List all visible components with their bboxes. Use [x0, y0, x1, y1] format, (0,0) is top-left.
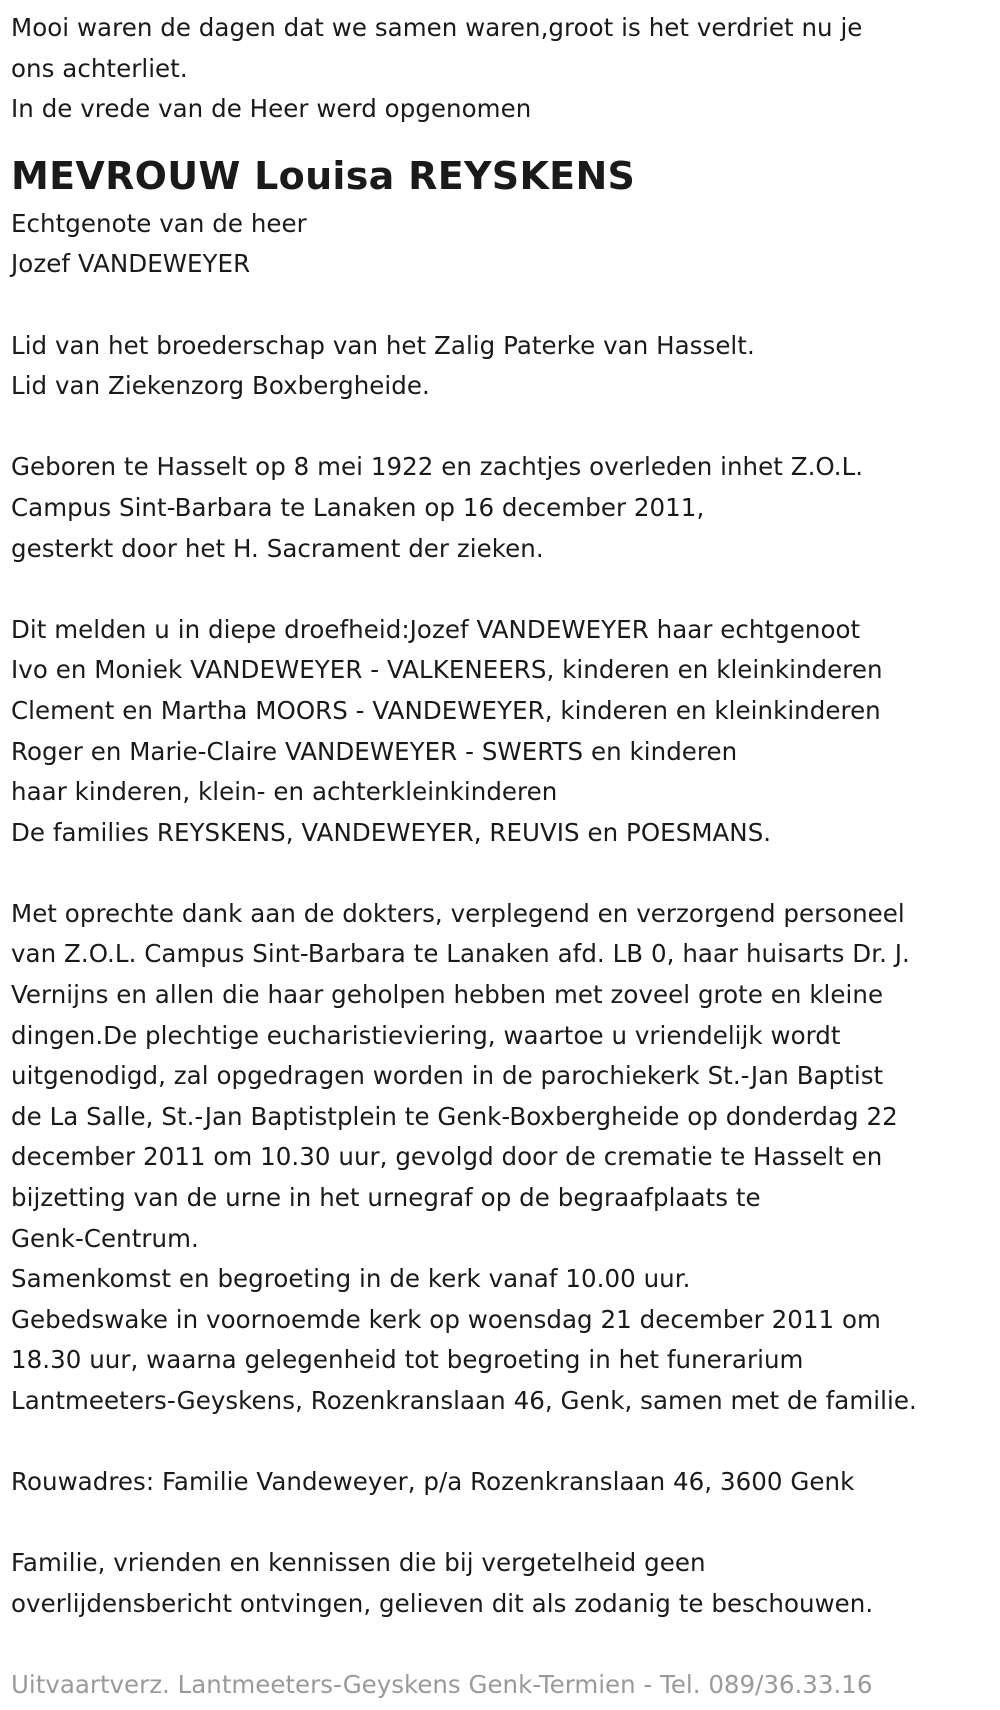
ceremony-line: Met oprechte dank aan de dokters, verplegend en verzorgend personeel [11, 898, 905, 928]
ceremony-line: Vernijns en allen die haar geholpen hebben met zoveel grote en kleine [11, 980, 884, 1010]
family-line: Clement en Martha MOORS - VANDEWEYER, kinderen en kleinkinderen [11, 695, 881, 725]
spouse-line: Jozef VANDEWEYER [11, 249, 251, 279]
deceased-name: MEVROUW Louisa REYSKENS [11, 153, 636, 198]
mourning-address: Rouwadres: Familie Vandeweyer, p/a Rozenkranslaan 46, 3600 Genk [11, 1467, 855, 1497]
ceremony-line: december 2011 om 10.30 uur, gevolgd door de crematie te Hasselt en [11, 1142, 883, 1172]
membership-line: Lid van het broederschap van het Zalig Paterke van Hasselt. [11, 330, 755, 360]
funeral-home-footer: Uitvaartverz. Lantmeeters-Geyskens Genk-Termien - Tel. 089/36.33.16 [11, 1670, 873, 1699]
family-line: De families REYSKENS, VANDEWEYER, REUVIS en POESMANS. [11, 817, 772, 847]
ceremony-line: Genk-Centrum. [11, 1223, 199, 1253]
family-line: haar kinderen, klein- en achterkleinkinderen [11, 777, 558, 807]
ceremony-line: Gebedswake in voornoemde kerk op woensdag 21 december 2011 om [11, 1304, 881, 1334]
birth-death-line: gesterkt door het H. Sacrament der zieken. [11, 533, 544, 563]
notice-line: Familie, vrienden en kennissen die bij vergetelheid geen [11, 1548, 706, 1578]
spouse-block [11, 204, 996, 285]
ceremony-line: 18.30 uur, waarna gelegenheid tot begroeting in het funerarium [11, 1345, 804, 1375]
ceremony-line: uitgenodigd, zal opgedragen worden in de parochiekerk St.-Jan Baptist [11, 1061, 884, 1091]
intro-line: ons achterliet. [11, 53, 188, 83]
memberships-block [11, 326, 996, 407]
ceremony-line: van Z.O.L. Campus Sint-Barbara te Lanaken afd. LB 0, haar huisarts Dr. J. [11, 939, 910, 969]
notice-block [11, 1543, 996, 1624]
intro-line: Mooi waren de dagen dat we samen waren,groot is het verdriet nu je [11, 13, 863, 42]
intro-verse [11, 8, 996, 130]
family-block [11, 610, 996, 854]
family-line: Dit melden u in diepe droefheid:Jozef VANDEWEYER haar echtgenoot [11, 614, 861, 644]
thanks-ceremony-block [11, 894, 996, 1422]
spouse-line: Echtgenote van de heer [11, 208, 307, 238]
obituary-notice [11, 8, 996, 1625]
birth-death-block [11, 447, 996, 569]
notice-line: overlijdensbericht ontvingen, gelieven dit als zodanig te beschouwen. [11, 1588, 874, 1618]
ceremony-line: dingen.De plechtige eucharistieviering, waartoe u vriendelijk wordt [11, 1020, 841, 1050]
ceremony-line: Lantmeeters-Geyskens, Rozenkranslaan 46, Genk, samen met de familie. [11, 1386, 917, 1415]
ceremony-line: Samenkomst en begroeting in de kerk vanaf 10.00 uur. [11, 1264, 691, 1294]
family-line: Ivo en Moniek VANDEWEYER - VALKENEERS, kinderen en kleinkinderen [11, 655, 883, 685]
membership-line: Lid van Ziekenzorg Boxbergheide. [11, 371, 430, 401]
ceremony-line: de La Salle, St.-Jan Baptistplein te Genk-Boxbergheide op donderdag 22 [11, 1101, 898, 1131]
birth-death-line: Geboren te Hasselt op 8 mei 1922 en zachtjes overleden inhet Z.O.L. [11, 452, 864, 482]
intro-line: In de vrede van de Heer werd opgenomen [11, 94, 532, 124]
birth-death-line: Campus Sint-Barbara te Lanaken op 16 december 2011, [11, 492, 705, 522]
ceremony-line: bijzetting van de urne in het urnegraf op de begraafplaats te [11, 1183, 761, 1213]
family-line: Roger en Marie-Claire VANDEWEYER - SWERTS en kinderen [11, 736, 738, 766]
